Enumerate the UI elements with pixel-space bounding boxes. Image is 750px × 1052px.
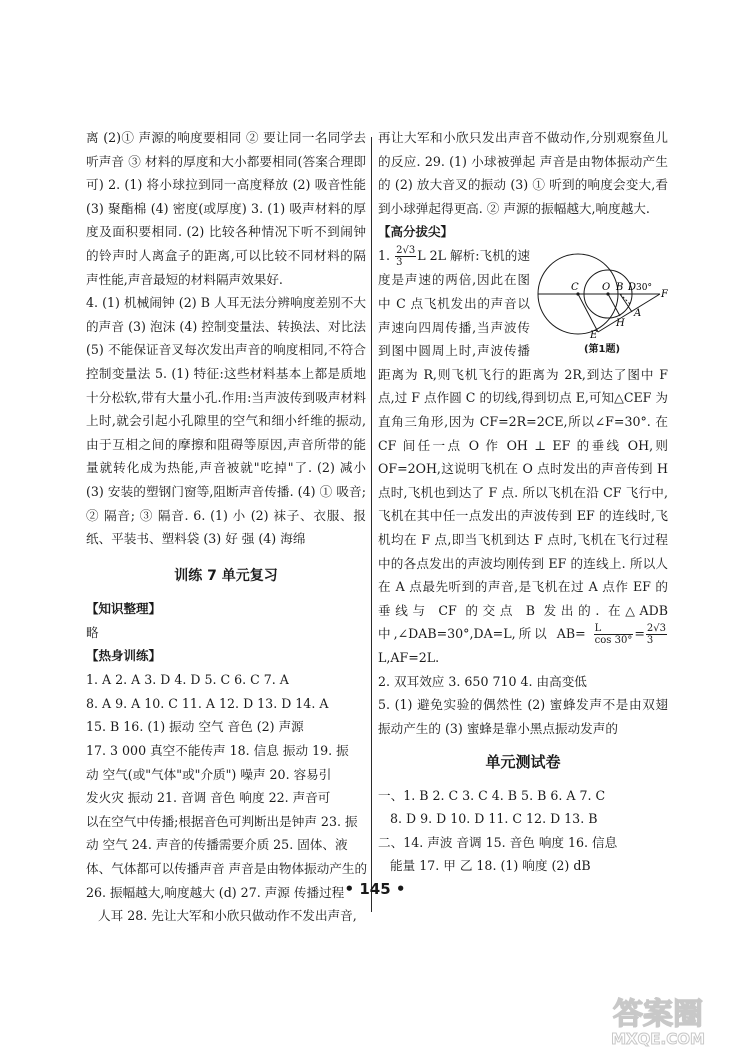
unit-test-title: 单元测试卷 (485, 752, 561, 771)
circle-diagram (536, 244, 668, 340)
left-column (86, 126, 366, 928)
label-o: O (602, 282, 611, 294)
question-5: 5. (1) 避免实验的偶然性 (2) 蜜蜂发声不是由双翅振动产生的 (3) 蜜蜂是靠小黑点振动发声的 (378, 697, 668, 737)
label-angle: 30° (636, 283, 652, 294)
warmup-line: 15. B 16. (1) 振动 空气 音色 (2) 声源 (86, 719, 304, 735)
label-f: F (661, 289, 668, 301)
question-2-4: 2. 双耳效应 3. 650 710 4. 由高变低 (378, 673, 587, 689)
q1-fraction-result: $\frac{2√3}{3}$ (646, 623, 666, 647)
warmup-heading: 【热身训练】 (86, 648, 162, 664)
left-paragraph-2: 4. (1) 机械闹钟 (2) B 人耳无法分辨响度差别不大的声音 (3) 泡沫 (4) 控制变量法、转换法、对比法 (5) 不能保证音叉每次发出声音的响度相同,不符合控制变量法 5. (1) 特征:这些材料基本上都是质地十分松软,带有大量小孔.作用:当声波传到吸声材料上时,就会引起小孔隙里的空气和细小纤维的振动,由于互相之间的摩擦和阻碍等原因,声音所带的能量就转化成为热能,声音被就"吃掉"了. (2) 减小 (3) 安装的塑钢门窗等,阻断声音传播. (4) ① 吸音; ② 隔音; ③ 隔音. 6. (1) 小 (2) 袜子、衣服、报纸、平装书、塑料袋 (3) 好 强 (4) 海绵 (86, 295, 366, 547)
knowledge-text: 略 (86, 624, 99, 640)
q1-explanation: L 2L 解析:飞机的速度是声速的两倍,因此在图中 C 点飞机发出的声音以声速向四周传播,当声波传到图中圆周上时,声波传播距离为 R,则飞机飞行的距离为 2R,到达了图中 F 点,过 F 点作圆 C 的切线,得到切点 E,可知△CEF 为直角三角形,因为 CF=2R=2CE,所以∠F=30°. 在 CF 间任一点 O 作 OH ⊥ EF 的垂线 OH,则 OF=2OH,这说明飞机在 O 点时发出的声音传到 H 点时,飞机也到达了 F 点. 所以飞机在沿 CF 飞行中,飞机在其中任一点发出的声波传到 EF 的连线时,飞机均在 F 点,即当飞机到达 F 点时,飞机在飞行过程中的各点发出的声波均刚传到 EF 的连线上. 所以人在 A 点最先听到的声音,是飞机在过 A 点作 EF 的垂线与 CF 的交点 B 发出的. 在△ADB 中,∠DAB=30°,DA=L,所以 AB= (378, 248, 668, 642)
figure-1 (536, 244, 668, 355)
test-line: 能量 17. 甲 乙 18. (1) 响度 (2) dB (390, 858, 591, 874)
test-line: 二、14. 声波 音调 15. 音色 响度 16. 信息 (378, 834, 618, 850)
right-paragraph-1: 再让大军和小欣只发出声音不做动作,分别观察鱼儿的反应. 29. (1) 小球被弹起 声音是由物体振动产生的 (2) 放大音叉的振动 (3) ① 听到的响度会变大,看到小球弹起得更高. ② 声源的振幅越大,响度越大. (378, 130, 668, 216)
warmup-line: 发火灾 振动 21. 音调 音色 响度 22. 声音可 (86, 790, 331, 806)
label-e: E (590, 330, 598, 341)
warmup-line: 8. A 9. A 10. C 11. A 12. D 13. D 14. A (86, 695, 329, 711)
label-h: H (616, 318, 625, 330)
label-c: C (571, 282, 579, 294)
label-a: A (634, 308, 642, 320)
label-d: D (628, 282, 637, 294)
warmup-line: 动 空气(或"气体"或"介质") 噪声 20. 容易引 (86, 766, 332, 782)
watermark-logo (588, 990, 728, 1048)
test-line: 一、1. B 2. C 3. C 4. B 5. B 6. A 7. C (378, 787, 606, 803)
tangent-ef (598, 294, 660, 332)
warmup-line: 17. 3 000 真空不能传声 18. 信息 振动 19. 振 (86, 743, 349, 759)
q1-number: 1. (378, 248, 391, 264)
figure-caption: (第1题) (583, 344, 621, 356)
warmup-line: 人耳 28. 先让大军和小欣只做动作不发出声音, (98, 908, 357, 924)
advanced-heading: 【高分拔尖】 (378, 224, 454, 240)
warmup-line: 体、气体都可以传播声音 声音是由物体振动产生的 (86, 861, 368, 877)
warmup-line: 1. A 2. A 3. D 4. D 5. C 6. C 7. A (86, 672, 289, 688)
left-paragraph-1: 离 (2)① 声源的响度要相同 ② 要让同一名同学去听声音 ③ 材料的厚度和大小都要相同(答案合理即可) 2. (1) 将小球拉到同一高度释放 (2) 吸音性能 (3) 聚酯棉 (4) 密度(或厚度) 3. (1) 吸声材料的厚度及面积要相同. (2) 比较各种情况下听不到闹钟的铃声时人离盒子的距离,可以比较不同材料的隔声性能,声音最短的材料隔声效果好. (86, 130, 366, 287)
section-title: 训练 7 单元复习 (174, 567, 278, 584)
page-number: • 145 • (344, 880, 406, 898)
knowledge-heading: 【知识整理】 (86, 600, 162, 616)
q1-tail: L,AF=2L. (378, 650, 440, 666)
question-1: 1. $\frac{2√3}{3}$ L 2L 解析:飞机的速度是声速的两倍,因此在图中 C 点飞机发出的声音以声速向四周传播,当声波传到图中圆周上时,声波传播距离为 R,则飞机飞行的距离为 2R,到达了图中 F 点,过 F 点作圆 C 的切线,得到切点 E,可知△CEF 为直角三角形,因为 CF=2R=2CE,所以∠F=30°. 在 CF 间任一点 O 作 OH ⊥ EF 的垂线 OH,则 OF=2OH,这说明飞机在 O 点时发出的声音传到 H 点时,飞机也到达了 F 点. 所以飞机在沿 CF 飞行中,飞机在其中任一点发出的声波传到 EF 的连线时,飞机均在 F 点,即当飞机到达 F 点时,飞机在飞行过程中的各点发出的声波均刚传到 EF 的连线上. 所以人在 A 点最先听到的声音,是飞机在过 A 点作 EF 的垂线与 CF 的交点 B 发出的. 在△ADB 中,∠DAB=30°,DA=L,所以 AB= $\frac{L}{\cos 30^\circ}$ = $\frac{2√3}{3}$ L,AF=2L. (378, 245, 668, 666)
watermark-url-text: MXQE.COM (611, 1030, 705, 1048)
unit-test-answers (378, 784, 668, 878)
q1-fraction: $\frac{2√3}{3}$ (396, 245, 416, 269)
watermark-logo-text: 答案圈 (613, 997, 703, 1032)
warmup-line: 26. 振幅越大,响度越大 (d) 27. 声源 传播过程 (86, 884, 345, 900)
right-column (378, 126, 668, 878)
label-b: B (616, 282, 624, 294)
column-divider (371, 137, 372, 912)
q1-fraction-cos: $\frac{L}{\cos 30^\circ}$ (594, 623, 633, 647)
test-line: 8. D 9. D 10. D 11. C 12. D 13. B (390, 811, 598, 827)
radius-ce (578, 294, 598, 332)
warmup-line: 以在空气中传播;根据音色可判断出是钟声 23. 振 (86, 813, 358, 829)
warmup-line: 动 空气 24. 声音的传播需要介质 25. 固体、液 (86, 837, 348, 853)
